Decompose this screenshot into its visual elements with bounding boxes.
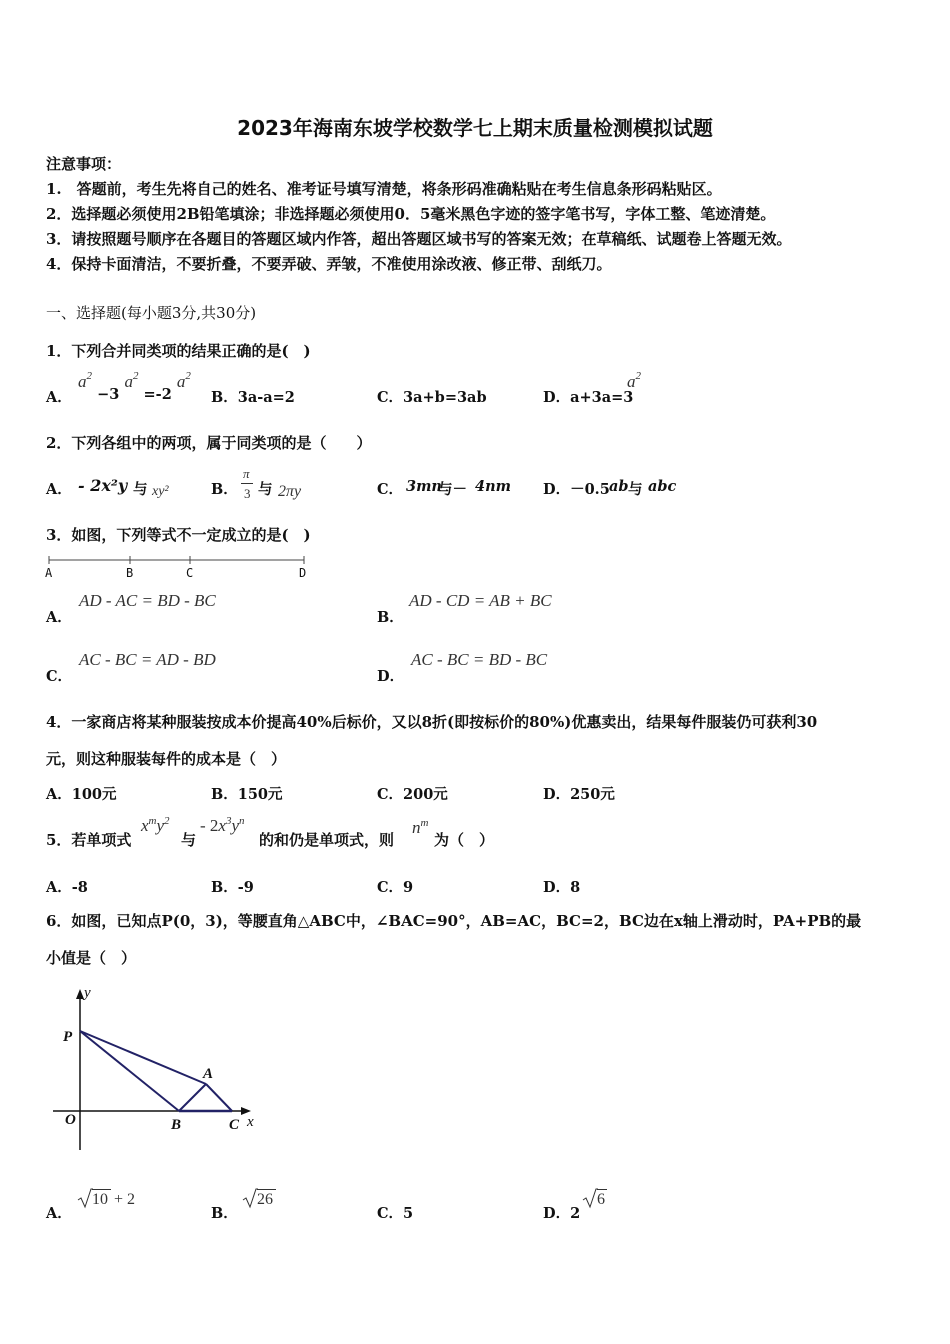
question-stem: 的和仍是单项式，则 (259, 831, 395, 849)
option-d: D．250元 (543, 786, 615, 803)
expr-part: =-2 (143, 386, 172, 403)
option-expression: 2πy (278, 483, 302, 500)
question-stem: 为（ ） (434, 831, 495, 849)
monomial-2: - $2x^3y^n$ (200, 815, 245, 835)
question-stem: 3．如图，下列等式不一定成立的是( ) (46, 526, 311, 544)
point-label-a: A (203, 1066, 214, 1082)
question-stem: 4．一家商店将某种服装按成本价提高40%后标价，又以8折(即按标价的80%)优惠卖出，结果每件服装仍可获利30 (46, 713, 818, 731)
radicand: 6 (597, 1191, 605, 1208)
option-a: A．100元 (46, 786, 117, 803)
axis-label-x: x (247, 1114, 254, 1130)
power-expression: $n^m$ (412, 817, 429, 837)
expr-part: 与 (628, 481, 643, 498)
expr-part: 与－ (438, 481, 467, 498)
option-expression: $a^2 -3$ $a^2 =-2$ $a^2$ (78, 370, 191, 403)
option-c: C．3a+b=3ab (377, 389, 487, 406)
expr-part: 与 (181, 831, 197, 849)
point-label-c: C (229, 1117, 240, 1133)
option-b: B．-9 (211, 879, 254, 896)
option-label: A． (46, 481, 72, 498)
option-label: D．a+3a=3 (543, 389, 634, 406)
point-label: B (126, 566, 134, 580)
segment-figure (44, 556, 314, 582)
option-b: B．150元 (211, 786, 283, 803)
radicand-bar (92, 1189, 111, 1190)
notice-item: 1. 答题前，考生先将自己的姓名、准考证号填写清楚，将条形码准确粘贴在考生信息条形码粘贴区。 (46, 180, 722, 198)
option-label: D．－0.5 (543, 481, 610, 498)
expr-part: −3 (97, 386, 120, 403)
question-stem: 小值是（ ） (46, 949, 137, 967)
fraction-bar (241, 483, 253, 484)
option-expression: AD - AC = BD - BC (79, 591, 216, 610)
option-label: C． (46, 668, 73, 685)
option-label: A． (46, 389, 72, 406)
question-stem: 2．下列各组中的两项，属于同类项的是（ ） (46, 434, 372, 452)
section-heading: 一、选择题(每小题3分,共30分) (46, 304, 257, 322)
option-expression: AC - BC = BD - BC (411, 650, 548, 669)
expr-part: + 2 (114, 1191, 136, 1208)
question-stem: 元，则这种服装每件的成本是（ ） (46, 750, 287, 768)
radicand: 26 (257, 1191, 273, 1208)
option-expression: 3mn (406, 478, 442, 495)
option-label: D．2 (543, 1205, 581, 1222)
notice-heading: 注意事项： (46, 155, 122, 173)
option-expression: $a^2$ (627, 370, 641, 391)
option-label: B． (377, 609, 404, 626)
point-label: C (186, 566, 194, 580)
option-expression: - 2x²y (78, 476, 128, 495)
page-title: 2023年海南东坡学校数学七上期末质量检测模拟试题 (237, 116, 713, 140)
expr-part: 与 (258, 481, 273, 498)
question-stem: 6．如图，已知点P(0，3)，等腰直角△ABC中，∠BAC=90°，AB=AC，BC=2，BC边在x轴上滑动时，PA+PB的最 (46, 912, 862, 930)
axis-label-y: y (84, 985, 91, 1001)
notice-item: 2．选择题必须使用2B铅笔填涂；非选择题必须使用0．5毫米黑色字迹的签字笔书写，字体工整、笔迹清楚。 (46, 205, 776, 223)
option-a: A．-8 (46, 879, 88, 896)
option-expression: xy² (152, 484, 169, 499)
option-label: B． (211, 481, 238, 498)
point-label: D (299, 566, 307, 580)
option-expression: ab (609, 478, 629, 495)
option-label: C． (377, 481, 404, 498)
notice-item: 3．请按照题号顺序在各题目的答题区域内作答，超出答题区域书写的答案无效；在草稿纸、试题卷上答题无效。 (46, 230, 792, 248)
question-stem: 5．若单项式 (46, 831, 132, 849)
option-c: C．9 (377, 879, 414, 896)
monomial-1: $x^my^2$ (141, 815, 170, 835)
option-expression: abc (648, 478, 677, 495)
question-stem: 1．下列合并同类项的结果正确的是( ) (46, 342, 311, 360)
option-label: A． (46, 1205, 72, 1222)
notice-item: 4．保持卡面清洁，不要折叠，不要弄破、弄皱，不准使用涂改液、修正带、刮纸刀。 (46, 255, 612, 273)
option-label: B． (211, 1205, 238, 1222)
option-expression: 4nm (475, 478, 511, 495)
option-c: C．5 (377, 1205, 414, 1222)
option-expression: AD - CD = AB + BC (409, 591, 552, 610)
radicand-bar (257, 1189, 276, 1190)
fraction-denominator: 3 (244, 486, 251, 501)
option-label: A． (46, 609, 72, 626)
option-label: D． (377, 668, 405, 685)
option-c: C．200元 (377, 786, 448, 803)
option-d: D．8 (543, 879, 581, 896)
sqrt-sign (242, 1187, 258, 1209)
point-label: A (45, 566, 53, 580)
radicand-bar (597, 1189, 607, 1190)
sqrt-sign (582, 1187, 598, 1209)
origin-label: O (65, 1112, 76, 1128)
fraction-numerator: π (243, 466, 250, 481)
radicand: 10 (92, 1191, 108, 1208)
option-expression: AC - BC = AD - BD (79, 650, 216, 669)
sqrt-sign (77, 1187, 93, 1209)
expr-part: 与 (133, 481, 148, 498)
point-label-b: B (171, 1117, 182, 1133)
point-label-p: P (63, 1029, 73, 1045)
option-b: B．3a-a=2 (211, 389, 295, 406)
